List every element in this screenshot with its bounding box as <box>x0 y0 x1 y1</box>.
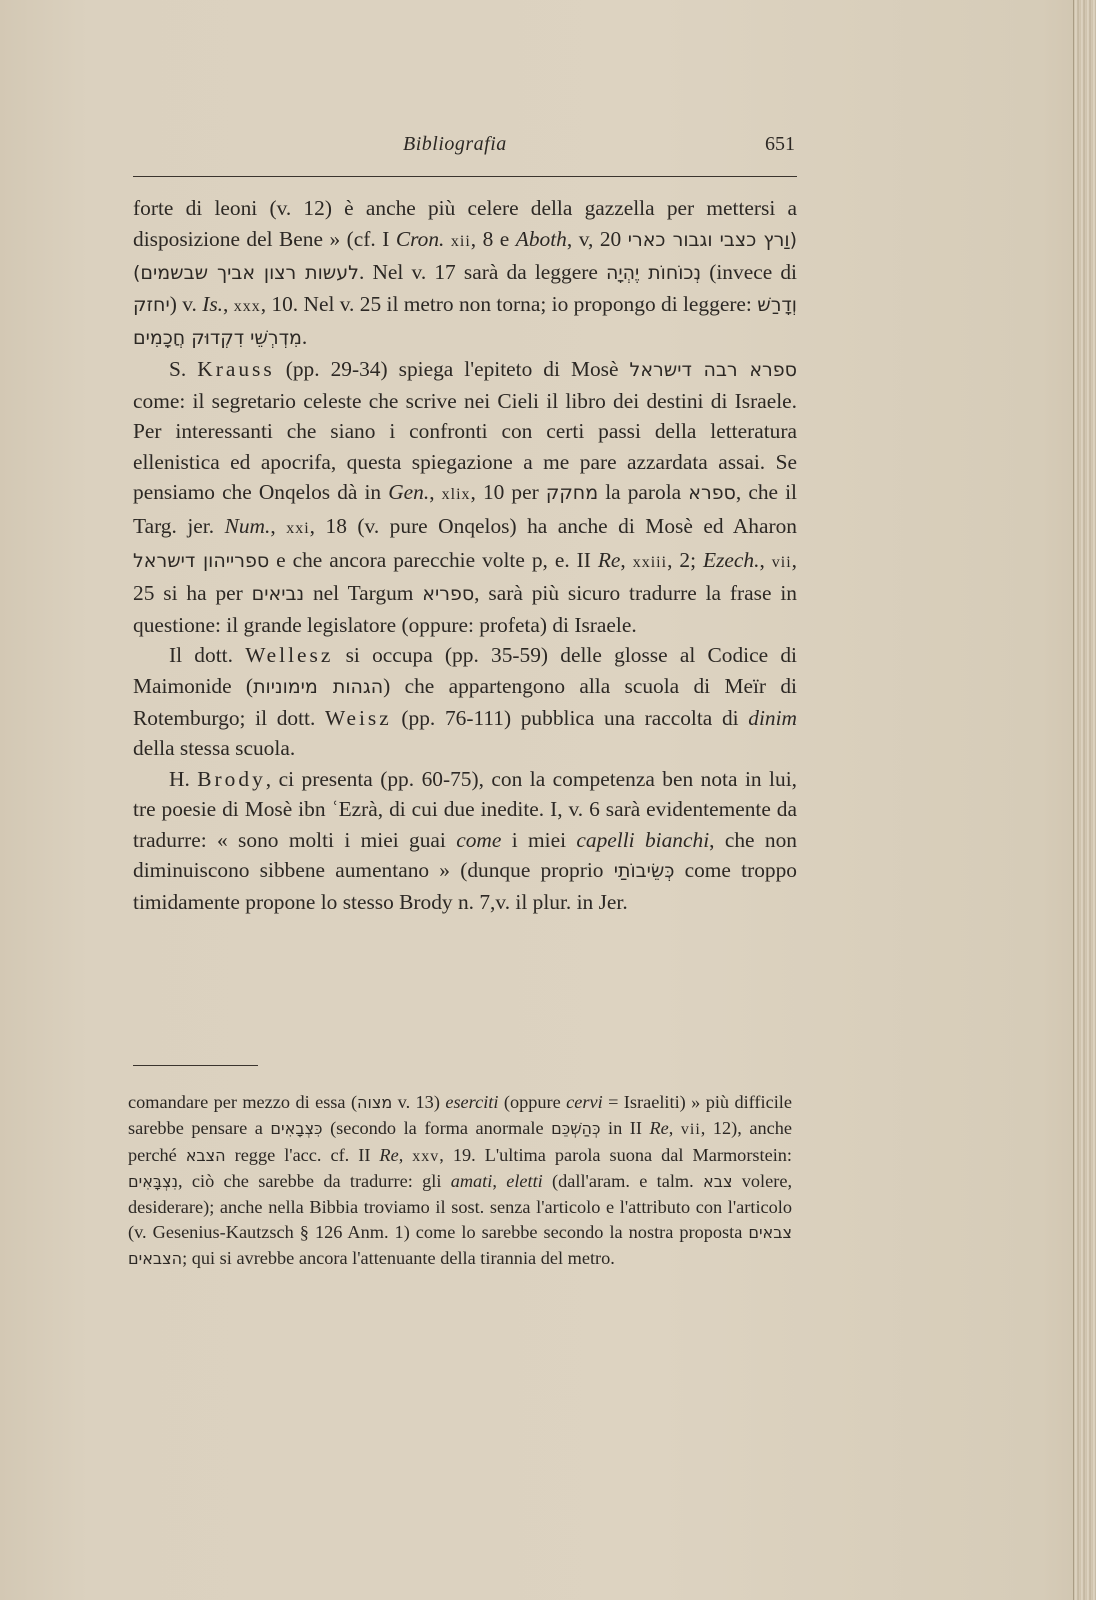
page-edge <box>1073 0 1096 1600</box>
italic-run: Ezech. <box>703 547 760 572</box>
italic-run: Gen. <box>388 480 430 505</box>
text-run: , che non diminuiscono sibbene aumentano » (dunque proprio <box>133 827 797 883</box>
text-run: , 8 e <box>470 226 516 251</box>
hebrew-text: נביאים <box>251 583 305 606</box>
text-run: , <box>270 513 287 538</box>
hebrew-text: מחקק <box>545 482 599 505</box>
italic-run: Aboth <box>515 226 567 251</box>
text-run: , sarà più sicuro tradurre la frase in questione: il grande legislatore (oppure: profeta) di Israele. <box>133 581 797 637</box>
italic-run: Cron. <box>395 226 445 251</box>
paragraph-2 <box>133 354 797 640</box>
text-run: nel Targum <box>304 581 423 606</box>
text-run: . <box>301 325 308 350</box>
text-run: come troppo timidamente propone lo stesso Brody n. 7,v. il plur. in Jer. <box>133 858 797 915</box>
text-run: regge l'acc. cf. II <box>225 1144 380 1165</box>
author-name: Brody <box>197 766 266 791</box>
running-title: Bibliografia <box>403 133 507 155</box>
roman-numeral: xxi <box>286 519 310 537</box>
hebrew-text: ספריא <box>422 583 475 606</box>
italic-run: eletti <box>506 1171 543 1192</box>
text-run: (pp. 29-34) spiega l'epiteto di Mosè <box>274 356 630 381</box>
hebrew-text: מצוה <box>357 1093 393 1112</box>
text-run: e che ancora parecchie volte p, e. II <box>269 547 598 572</box>
text-run: della stessa scuola. <box>133 736 296 761</box>
page-header <box>133 133 795 163</box>
italic-run: eserciti <box>445 1092 499 1112</box>
hebrew-text: ספרא רבה דישראל <box>629 358 797 381</box>
text-run: ) v. <box>169 291 203 316</box>
text-run: S. <box>169 356 198 381</box>
paragraph-1 <box>133 193 797 354</box>
text-run: (secondo la forma anormale <box>322 1117 552 1138</box>
text-run: , 18 (v. pure Onqelos) ha anche di Mosè ed Aharon <box>309 513 797 538</box>
text-run: in II <box>600 1117 650 1138</box>
page-number: 651 <box>765 133 795 155</box>
italic-run: dinim <box>748 705 797 730</box>
text-run: volere, desiderare); anche nella Bibbia troviamo il sost. senza l'articolo e l'attributo con l'articolo (v. Gesenius-Kautzsch § 126 Anm. 1) come lo sarebbe secondo la nostra proposta <box>128 1171 793 1242</box>
text-run: . Nel v. 17 sarà da leggere <box>358 260 606 285</box>
author-name: Wellesz <box>245 643 334 668</box>
text-run: la parola <box>598 480 689 505</box>
author-name: Weisz <box>325 705 392 730</box>
italic-run: Re <box>649 1117 669 1138</box>
hebrew-text: (וַרץ כצבי וגבור כארי לעשות רצון אביך שבשמים) <box>133 228 797 285</box>
text-run: , 10 per <box>470 480 546 505</box>
text-run: , che il Targ. jer. <box>133 480 797 538</box>
roman-numeral: xxv <box>412 1147 440 1165</box>
text-run: ) che appartengono alla scuola di Meïr di Rotemburgo; il dott. <box>133 673 797 730</box>
italic-run: come <box>456 827 502 852</box>
text-run: Il dott. <box>169 643 246 668</box>
italic-run: capelli bianchi <box>576 827 710 852</box>
italic-run: amati <box>450 1171 493 1192</box>
text-run: ; qui si avrebbe ancora l'attenuante della tirannia del metro. <box>182 1247 615 1268</box>
text-run: i miei <box>501 827 577 852</box>
text-run: , <box>668 1117 681 1138</box>
roman-numeral: vii <box>680 1120 701 1138</box>
footnote-rule <box>133 1065 258 1066</box>
text-run: comandare per mezzo di essa ( <box>128 1092 358 1112</box>
hebrew-text: ספרא <box>688 482 736 505</box>
hebrew-text: יחזק <box>133 293 170 316</box>
hebrew-text: כְּשֵׂיבוֹתַי <box>613 860 675 883</box>
text-run: (invece di <box>701 260 797 285</box>
text-run: , <box>429 480 442 505</box>
text-run: (pp. 76-111) pubblica una raccolta di <box>391 705 749 730</box>
hebrew-text: כְּהַשְׁכֵּם <box>551 1118 601 1138</box>
hebrew-text: הגהות מימוניות <box>253 675 384 698</box>
text-run: , <box>492 1171 507 1192</box>
author-name: Krauss <box>197 356 275 381</box>
text-run: (dall'aram. e talm. <box>542 1171 704 1192</box>
hebrew-text: וְדָרַשׁ מִדְרְשֵׁי דִקְדוּק חֲכָמִים <box>133 293 797 350</box>
text-run: si occupa (pp. 35-59) delle glosse al Codice di Maimonide ( <box>133 643 797 698</box>
main-text <box>133 193 797 918</box>
italic-run: Num. <box>224 513 271 538</box>
hebrew-text: צבא <box>703 1172 733 1192</box>
text-run: = Israeliti) » più difficile sarebbe pensare a <box>128 1092 792 1138</box>
text-run: forte di leoni (v. 12) è anche più celere della gazzella per mettersi a disposizione del Bene » (cf. I <box>133 196 797 251</box>
text-run: , <box>620 547 633 572</box>
italic-run: cervi <box>566 1092 603 1112</box>
text-run: , 12), anche perché <box>128 1117 793 1165</box>
italic-run: Re <box>597 547 621 572</box>
roman-numeral: xii <box>450 232 471 250</box>
text-run: , ci presenta (pp. 60-75), con la competenza ben nota in lui, tre poesie di Mosè ibn ʿEzrà, di cui due inedite. I, v. 6 sarà evidentemente da tradurre: « sono molti i miei guai <box>133 766 797 852</box>
footnote <box>128 1090 792 1272</box>
text-run: , v, 20 <box>566 226 628 251</box>
paragraph-3 <box>133 640 797 763</box>
text-run: , 2; <box>667 547 703 572</box>
roman-numeral: xxiii <box>632 553 668 571</box>
header-rule <box>133 176 797 177</box>
roman-numeral: vii <box>771 553 792 571</box>
text-run: , <box>759 547 772 572</box>
text-run: , ciò che sarebbe da tradurre: gli <box>178 1171 451 1192</box>
hebrew-text: נִצְבָּאִים <box>128 1172 179 1192</box>
text-run: v. 13) <box>392 1092 446 1112</box>
text-run: , 19. L'ultima parola suona dal Marmorstein: <box>439 1144 793 1165</box>
paragraph-4 <box>133 764 797 918</box>
text-run: , <box>223 291 234 316</box>
roman-numeral: xxx <box>233 297 261 315</box>
italic-run: Is. <box>202 291 224 316</box>
text-run: , 25 si ha per <box>133 547 797 606</box>
text-run: , <box>398 1144 413 1165</box>
roman-numeral: xlix <box>441 486 471 504</box>
hebrew-text: כִּצְבָאִים <box>270 1118 323 1138</box>
text-run: (oppure <box>498 1092 567 1112</box>
text-run: , 10. Nel v. 25 il metro non torna; io propongo di leggere: <box>260 291 758 316</box>
hebrew-text: ספרייהון דישראל <box>133 549 270 572</box>
text-run: H. <box>169 766 198 791</box>
hebrew-text: נְכוֹחוֹת יֶהְיָה <box>605 262 702 285</box>
hebrew-text: הצבא <box>185 1145 226 1165</box>
hebrew-text: צבאים הצבאים <box>128 1222 792 1268</box>
text-run: come: il segretario celeste che scrive nei Cieli il libro dei destini di Israele. Per interessanti che siano i confronti con certi passi della letteratura ellenistica ed apocrifa, questa spiegazione a me pare azzardata assai. Se pensiamo che Onqelos dà in <box>133 388 797 505</box>
italic-run: Re <box>379 1144 399 1165</box>
